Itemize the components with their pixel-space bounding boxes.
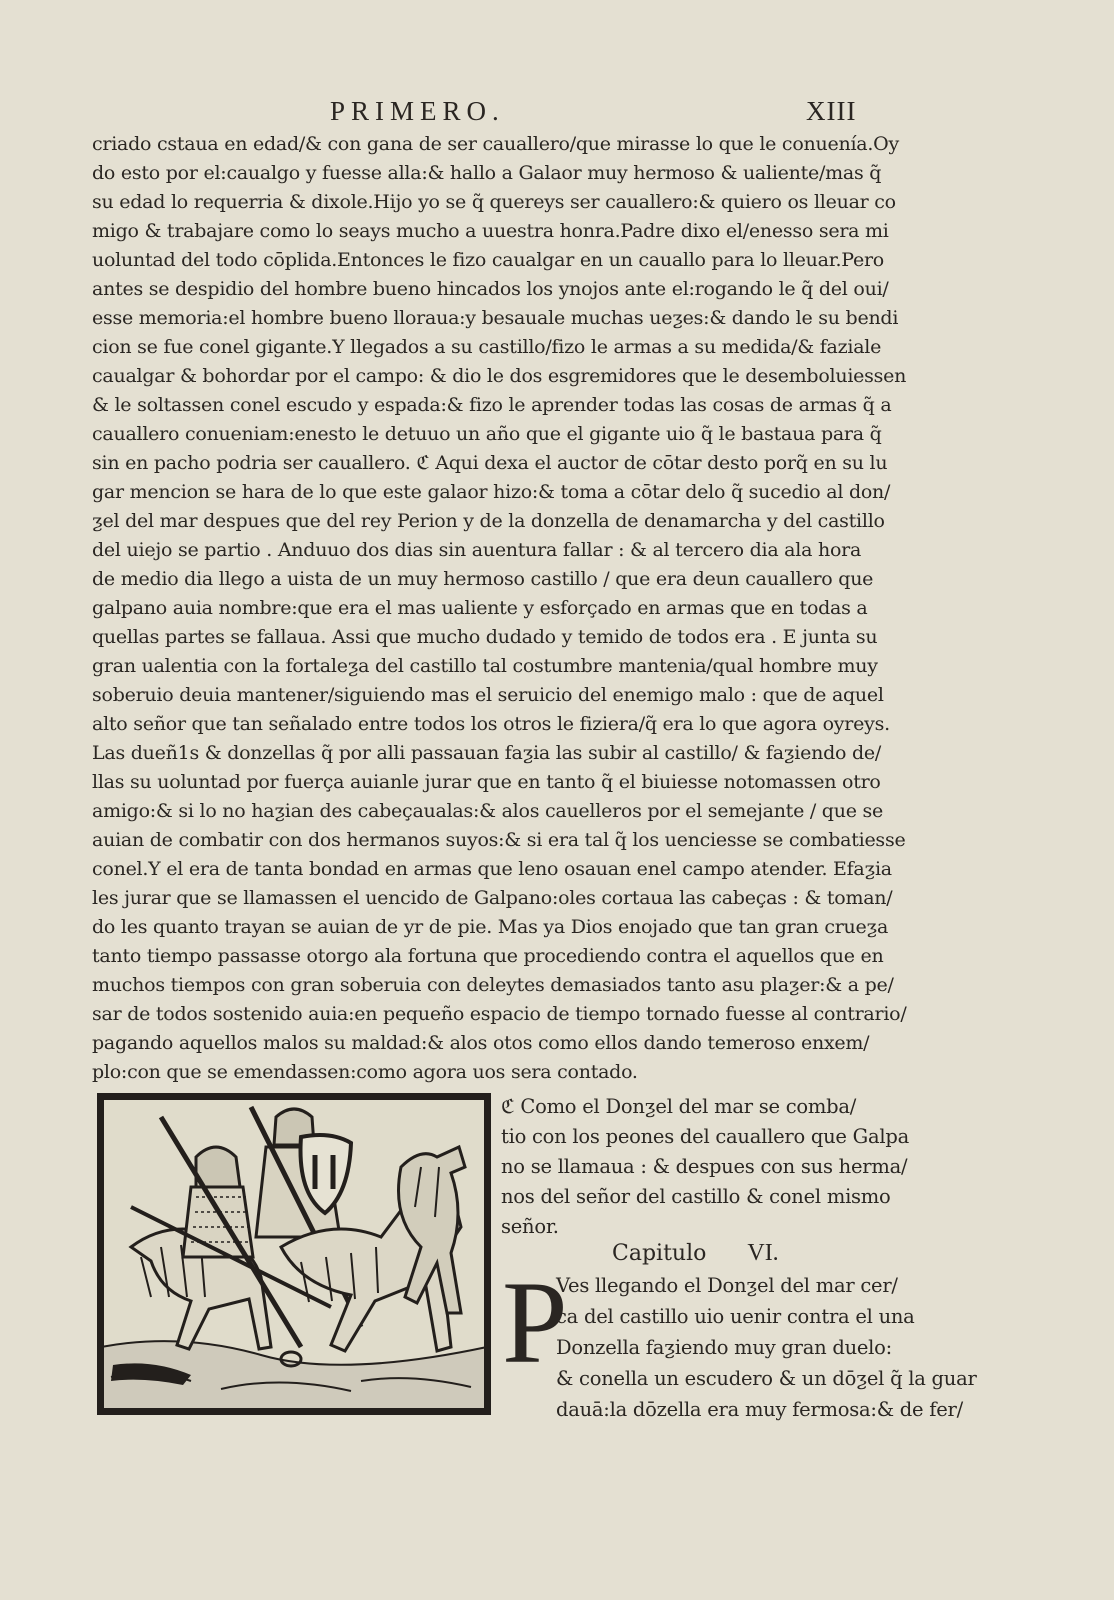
text-line: les jurar que se llamassen el uencido de Galpano:oles cortaua las cabeças : & toman/ — [92, 887, 893, 909]
body-text — [92, 130, 907, 1087]
chapter-text — [556, 1270, 977, 1425]
drop-cap-initial: P — [502, 1257, 568, 1388]
running-head: PRIMERO. — [330, 96, 505, 126]
text-line: pagando aquellos malos su maldad:& alos otos como ellos dando temeroso enxem/ — [92, 1032, 870, 1054]
chapter-title — [612, 1240, 779, 1267]
heading-line: nos del señor del castillo & conel mismo — [501, 1185, 891, 1208]
text-line: & conella un escudero & un dōƺel q̃ la guar — [556, 1367, 977, 1390]
text-line: amigo:& si lo no haƺian des cabeçaualas:& alos cauelleros por el semejante / que se — [92, 800, 883, 822]
text-line: Las dueñ1s & donzellas q̃ por alli passauan faƺia las subir al castillo/ & faƺiendo de/ — [92, 742, 882, 764]
text-line: plo:con que se emendassen:como agora uos sera contado. — [92, 1061, 638, 1083]
heading-line: tio con los peones del cauallero que Galpa — [501, 1125, 909, 1148]
chapter-label: Capitulo — [612, 1241, 707, 1266]
text-line: migo & trabajare como lo seays mucho a uuestra honra.Padre dixo el/enesso sera mi — [92, 220, 889, 242]
folio-number: XIII — [806, 96, 857, 126]
heading-line: no se llamaua : & despues con sus herma/ — [501, 1155, 908, 1178]
text-line: muchos tiempos con gran soberuia con deleytes demasiados tanto asu plaƺer:& a pe/ — [92, 974, 894, 996]
text-line: quellas partes se fallaua. Assi que mucho dudado y temido de todos era . E junta su — [92, 626, 878, 648]
knights-battle-woodcut — [101, 1097, 487, 1411]
woodcut-illustration — [97, 1093, 491, 1415]
heading-line: ℭ Como el Donƺel del mar se comba/ — [501, 1095, 857, 1118]
text-line: do esto por el:caualgo y fuesse alla:& hallo a Galaor muy hermoso & ualiente/mas q̃ — [92, 162, 882, 184]
text-line: llas su uoluntad por fuerça auianle jurar que en tanto q̃ el biuiesse notomassen otro — [92, 771, 881, 793]
text-line: uoluntad del todo cōplida.Entonces le fizo caualgar en un cauallo para lo lleuar.Pero — [92, 249, 884, 271]
text-line: galpano auia nombre:que era el mas ualiente y esforçado en armas que en todas a — [92, 597, 868, 619]
heading-line: señor. — [501, 1215, 559, 1238]
text-line: ca del castillo uio uenir contra el una — [556, 1305, 915, 1328]
text-line: caualgar & bohordar por el campo: & dio le dos esgremidores que le desemboluiessen — [92, 365, 907, 387]
chapter-heading — [501, 1092, 909, 1242]
text-line: do les quanto trayan se auian de yr de pie. Mas ya Dios enojado que tan gran crueƺa — [92, 916, 889, 938]
text-line: cauallero conueniam:enesto le detuuo un año que el gigante uio q̃ le bastaua para q̃ — [92, 423, 882, 445]
text-line: del uiejo se partio . Anduuo dos dias sin auentura fallar : & al tercero dia ala hora — [92, 539, 862, 561]
text-line: cion se fue conel gigante.Y llegados a su castillo/fizo le armas a su medida/& faziale — [92, 336, 882, 358]
text-line: su edad lo requerria & dixole.Hijo yo se q̃ quereys ser cauallero:& quiero os lleuar co — [92, 191, 896, 213]
text-line: soberuio deuia mantener/siguiendo mas el seruicio del enemigo malo : que de aquel — [92, 684, 884, 706]
text-line: ƺel del mar despues que del rey Perion y de la donzella de denamarcha y del castillo — [92, 510, 885, 532]
text-line: sin en pacho podria ser cauallero. ℭ Aqui dexa el auctor de cōtar desto porq̃ en su lu — [92, 452, 888, 474]
text-line: de medio dia llego a uista de un muy hermoso castillo / que era deun cauallero que — [92, 568, 874, 590]
text-line: gar mencion se hara de lo que este galaor hizo:& toma a cōtar delo q̃ sucedio al don/ — [92, 481, 891, 503]
chapter-number: VI. — [747, 1240, 779, 1266]
text-line: alto señor que tan señalado entre todos los otros le fiziera/q̃ era lo que agora oyreys. — [92, 713, 890, 735]
text-line: dauā:la dōzella era muy fermosa:& de fer/ — [556, 1398, 963, 1421]
text-line: gran ualentia con la fortaleƺa del castillo tal costumbre mantenia/qual hombre muy — [92, 655, 878, 677]
text-line: esse memoria:el hombre bueno lloraua:y besauale muchas ueƺes:& dando le su bendi — [92, 307, 899, 329]
text-line: sar de todos sostenido auia:en pequeño espacio de tiempo tornado fuesse al contrario/ — [92, 1003, 907, 1025]
text-line: Donzella faƺiendo muy gran duelo: — [556, 1336, 892, 1359]
text-line: antes se despidio del hombre bueno hincados los ynojos ante el:rogando le q̃ del oui/ — [92, 278, 889, 300]
text-line: & le soltassen conel escudo y espada:& fizo le aprender todas las cosas de armas q̃ a — [92, 394, 892, 416]
text-line: conel.Y el era de tanta bondad en armas que leno osauan enel campo atender. Efaƺia — [92, 858, 892, 880]
text-line: criado cstaua en edad/& con gana de ser cauallero/que mirasse lo que le conuenía.Oy — [92, 133, 899, 155]
text-line: auian de combatir con dos hermanos suyos:& si era tal q̃ los uenciesse se combatiesse — [92, 829, 906, 851]
text-line: Ves llegando el Donƺel del mar cer/ — [556, 1274, 898, 1297]
text-line: tanto tiempo passasse otorgo ala fortuna que procediendo contra el aquellos que en — [92, 945, 884, 967]
